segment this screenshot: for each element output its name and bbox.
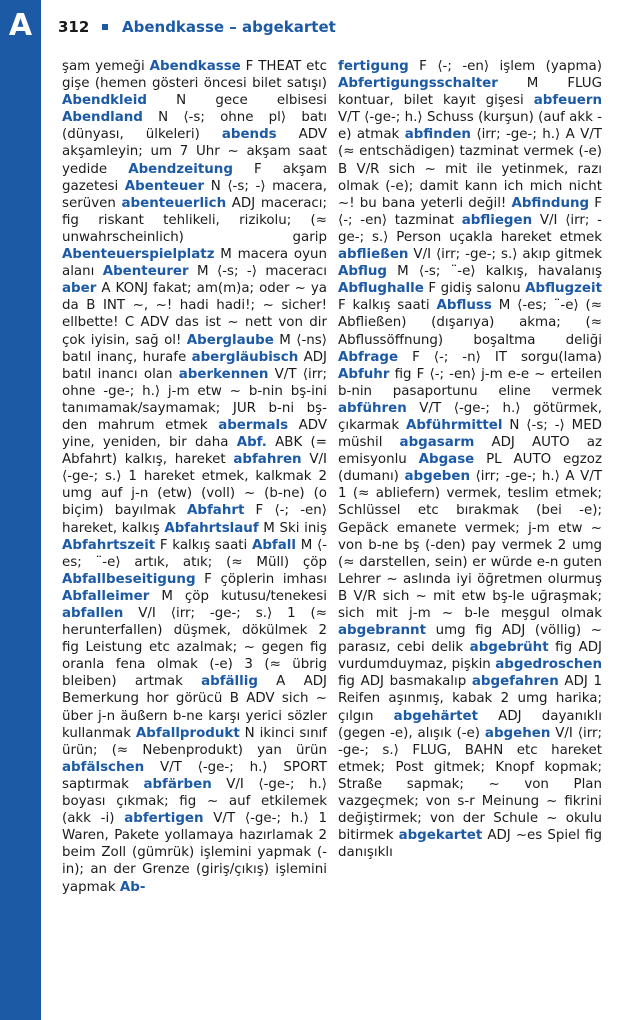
headword: aber <box>62 281 97 297</box>
running-head: Abendkasse – abgekartet <box>122 18 336 36</box>
headword: Abfluss <box>436 298 492 314</box>
definition-text: V/I ⟨irr; -ge-; s.⟩ 1 (≈ herunterfallen) düşmek, dökülmek 2 fig Leistung etc azalmak; ~ gegen fig oranla fena olmak (-e) 3 (≈ übrig bleiben) artmak <box>62 606 327 690</box>
definition-text: M ⟨-es; ¨-e⟩ artık, atık; (≈ Müll) çöp <box>62 537 328 570</box>
headword: abgasarm <box>399 435 475 451</box>
headword: Ab- <box>119 879 146 895</box>
headword: abgehen <box>484 725 551 741</box>
headword: abfliegen <box>461 212 533 228</box>
definition-text: M FLUG kontuar, bilet kayıt gişesi <box>338 76 602 109</box>
headword: Abenteuer <box>124 178 205 194</box>
headword: Abflugzeit <box>525 281 602 297</box>
headword: Abfahrt <box>187 503 245 519</box>
headword: Abenteurer <box>102 264 189 280</box>
definition-text: ADJ dayanıklı (gegen -e), alışık (-e) <box>338 708 602 741</box>
headword: Aberglaube <box>186 332 274 348</box>
headword: abfärben <box>143 776 212 792</box>
page-number: 312 <box>58 18 90 36</box>
headword: Abfallbeseitigung <box>62 571 196 587</box>
headword: abfälschen <box>62 759 145 775</box>
definition-text: N ⟨-s; ohne pl⟩ batı (dünyası, ülkeleri) <box>62 110 327 143</box>
headword: abgehärtet <box>393 708 479 724</box>
definition-text: M macera oyun alanı <box>62 247 327 280</box>
definition-text: ⟨irr; -ge-; h.⟩ A V/T (≈ entschädigen) tazminat vermek (-e) B V/R sich ~ mit ile yetinmek, razı olmak (-e); damit kann ich mich nicht ~! bu bana yeterli değil! <box>338 127 602 211</box>
header-bullet <box>102 24 108 30</box>
headword: aberkennen <box>178 366 269 382</box>
definition-text: A ADJ Bemerkung hor görücü B ADV sich ~ über j-n äußern b-ne karşı yerici sözler kullanmak <box>62 674 327 741</box>
definition-text: şam yemeği <box>62 59 150 74</box>
headword: fertigung <box>338 59 409 74</box>
definition-text: M Ski iniş <box>258 520 328 536</box>
definition-text: ADV akşamleyin; um 7 Uhr ~ akşam saat yedide <box>62 127 327 177</box>
definition-text: F ⟨-; -n⟩ IT sorgu(lama) <box>398 349 602 365</box>
definition-text: V/I ⟨irr; -ge-; s.⟩ FLUG, BAHN etc hareket etmek; Post gitmek; Knopf kopmak; Straße sapmak; ~ von Plan vazgeçmek; von s-r Meinung ~ fikrini değiştirmek; von der Schule ~ okulu bitirmek <box>338 725 602 844</box>
definition-text: F THEAT etc gişe (hemen gösteri öncesi bilet satışı) <box>62 59 327 92</box>
left-column-text <box>62 58 327 896</box>
definition-text: ADJ 1 Reifen aşınmış, kabak 2 umg harika; çılgın <box>338 674 602 724</box>
headword: Abfahrtszeit <box>62 537 156 553</box>
definition-text: ABK (= Abfahrt) kalkış, hareket <box>62 435 327 468</box>
definition-text: V/T ⟨irr; ohne -ge-; h.⟩ j-m etw ~ b-nin bş-ini tanımamak/saymamak; JUR b-ni bş-den mahrum etmek <box>62 366 327 433</box>
headword: Abfrage <box>338 349 399 365</box>
headword: abends <box>221 127 277 143</box>
definition-text: fig ADJ vurdumduymaz, pişkin <box>338 640 602 673</box>
headword: abfallen <box>62 606 124 621</box>
definition-text: V/I ⟨irr; -ge-; s.⟩ Person uçakla hareket etmek <box>338 212 602 245</box>
definition-text: ADJ AUTO az emisyonlu <box>338 435 602 468</box>
right-column-text <box>338 58 602 861</box>
definition-text: F ⟨-; -en⟩ tazminat <box>338 195 602 228</box>
definition-text: ADV yine, yeniden, bir daha <box>62 417 327 451</box>
right-column <box>338 58 602 861</box>
definition-text: M ⟨-ns⟩ batıl inanç, hurafe <box>62 332 327 365</box>
definition-text: fig ADJ basmakalıp <box>338 674 472 690</box>
definition-text: V/T ⟨-ge-; h.⟩ Schuss (kurşun) (auf akk -e) atmak <box>338 110 602 143</box>
left-column <box>62 58 327 896</box>
definition-text: V/I ⟨irr; -ge-; s.⟩ akıp gitmek <box>408 247 602 263</box>
headword: Abflug <box>338 264 387 280</box>
headword: Abf. <box>236 435 267 451</box>
headword: Abendkasse <box>149 59 241 74</box>
headword: Abendkleid <box>62 93 147 109</box>
definition-text: M ⟨-s; ¨-e⟩ kalkış, havalanış <box>387 264 602 280</box>
headword: Abflughalle <box>338 281 424 297</box>
headword: abfällig <box>201 674 258 690</box>
definition-text: N ⟨-s; -⟩ MED müshil <box>338 417 602 451</box>
headword: Abfallprodukt <box>135 725 240 741</box>
headword: abergläubisch <box>191 349 299 365</box>
headword: Abgase <box>418 452 475 468</box>
definition-text: N gece elbisesi <box>146 93 327 109</box>
definition-text: V/I ⟨-ge-; s.⟩ 1 hareket etmek, kalkmak 2 umg auf j-n (etw) (voll) ~ (b-ne) (o biçim) bayılmak <box>62 452 327 519</box>
headword: abfahren <box>233 452 302 468</box>
headword: Abendland <box>62 110 143 126</box>
headword: abgebrannt <box>338 623 426 639</box>
thumb-index-letter: A <box>8 8 33 43</box>
definition-text: F akşam gazetesi <box>62 161 327 194</box>
page-header <box>58 18 618 44</box>
definition-text: V/I ⟨-ge-; h.⟩ boyası çıkmak; fig ~ auf etkilemek (akk -i) <box>62 776 327 827</box>
definition-text: F kalkış saati <box>155 537 252 553</box>
headword: abgebrüht <box>469 640 549 656</box>
definition-text: umg fig ADJ (völlig) ~ parasız, cebi delik <box>338 623 602 656</box>
headword: abfließen <box>338 247 409 263</box>
definition-text: M çöp kutusu/tenekesi <box>149 588 327 604</box>
definition-text: V/T ⟨-ge-; h.⟩ 1 Waren, Pakete yollamaya hazırlamak 2 beim Zoll (gümrük) işlemini yapmak (-in); an der Grenze (giriş/çıkış) işlemini yapmak <box>62 811 327 895</box>
headword: abgeben <box>404 469 470 485</box>
definition-text: N ikinci sınıf ürün; (≈ Nebenprodukt) yan ürün <box>62 725 327 758</box>
definition-text: F kalkış saati <box>338 298 437 314</box>
definition-text: N ⟨-s; -⟩ macera, serüven <box>62 178 327 211</box>
definition-text: ADJ ~es Spiel fig danışıklı <box>338 828 602 861</box>
headword: abgefahren <box>471 674 559 690</box>
definition-text: ADJ batıl inancı olan <box>62 349 327 382</box>
headword: abermals <box>218 417 289 433</box>
headword: Abführmittel <box>405 417 503 433</box>
thumb-index-tab <box>0 0 41 1020</box>
definition-text: F gidiş salonu <box>423 281 526 297</box>
definition-text: A KONJ fakat; am(m)a; oder ~ ya da B INT ~, ~! hadi hadi!; ~ sicher! ellbette! C ADV das ist ~ nett von dir çok iyisin, sağ ol! <box>62 281 327 348</box>
headword: Abfalleimer <box>62 588 150 604</box>
headword: Abfuhr <box>338 366 390 382</box>
headword: Abenteuerspielplatz <box>62 247 215 263</box>
definition-text: PL AUTO egzoz (dumanı) <box>338 452 602 485</box>
definition-text: fig F ⟨-; -en⟩ j-m e-e ~ erteilen b-nin pasaportunu eline vermek <box>338 366 602 399</box>
headword: Abfall <box>251 537 296 553</box>
definition-text: ⟨irr; -ge-; h.⟩ A V/T 1 (≈ abliefern) vermek, teslim etmek; Schlüssel etc bırakmak (bei -e); Gepäck emanete vermek; j-m etw ~ von b-ne bş (-den) pay vermek 2 umg (≈ darstellen, sein) er würde e-n guten Lehrer ~ aslında iyi öğretmen olurmuş B V/R sich ~ mit etw bş-le uğraşmak; sich mit j-m ~ b-le meşgul olmak <box>338 469 602 621</box>
headword: Abfindung <box>511 195 590 211</box>
headword: Abendzeitung <box>128 161 233 177</box>
headword: abfertigen <box>124 811 204 827</box>
definition-text: V/T ⟨-ge-; h.⟩ SPORT saptırmak <box>62 759 327 792</box>
headword: abgedroschen <box>495 657 602 673</box>
definition-text: M ⟨-es; ¨-e⟩ (≈ Abfließen) (dışarıya) akma; (≈ Abflussöffnung) boşaltma deliği <box>338 298 603 348</box>
headword: Abfertigungsschalter <box>338 76 498 92</box>
headword: abfinden <box>404 127 471 143</box>
headword: abfeuern <box>533 93 602 109</box>
definition-text: V/T ⟨-ge-; h.⟩ götürmek, çıkarmak <box>338 400 602 433</box>
headword: abgekartet <box>398 828 483 844</box>
headword: abenteuerlich <box>121 195 227 211</box>
headword: Abfahrtslauf <box>164 520 259 536</box>
definition-text: F ⟨-; -en⟩ hareket, kalkış <box>62 503 327 536</box>
headword: abführen <box>338 400 407 416</box>
definition-text: M ⟨-s; -⟩ maceracı <box>188 264 327 280</box>
definition-text: F çöplerin imhası <box>195 571 327 587</box>
definition-text: F ⟨-; -en⟩ işlem (yapma) <box>408 59 602 74</box>
definition-text: ADJ maceracı; fig riskant tehlikeli, rizikolu; (≈ unwahrscheinlich) garip <box>62 195 327 245</box>
